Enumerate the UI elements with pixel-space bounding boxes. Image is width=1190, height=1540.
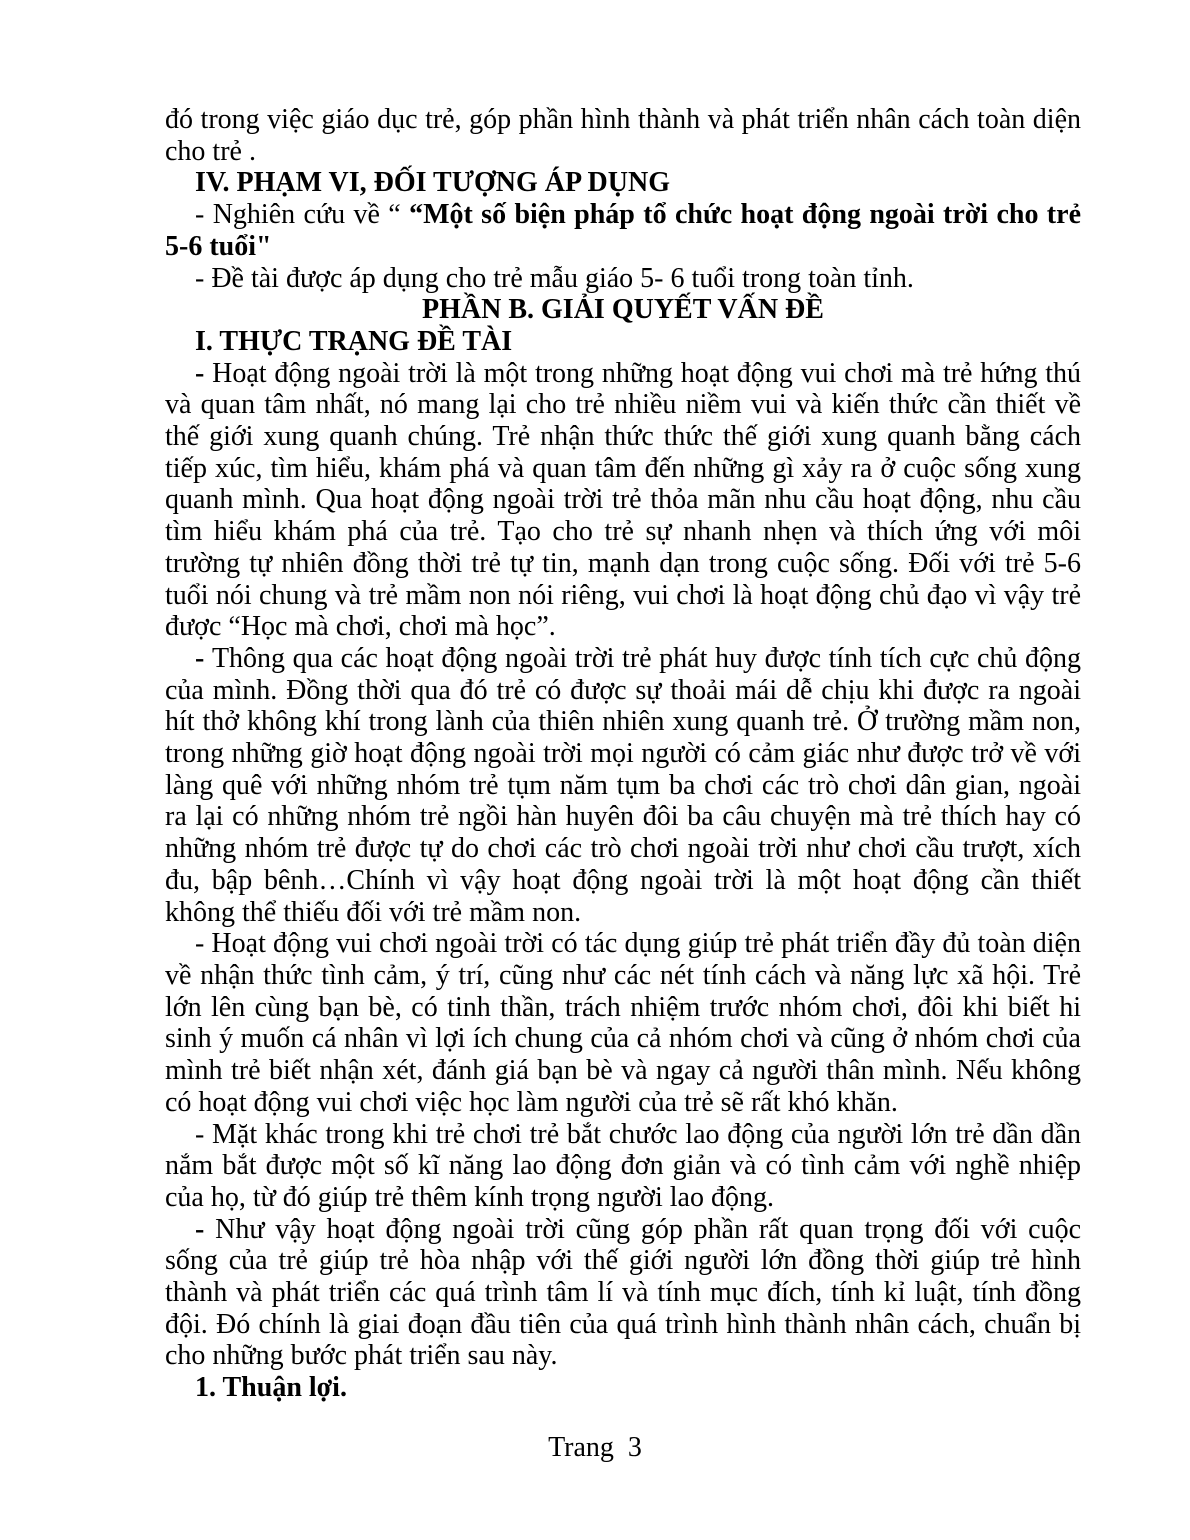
paragraph [165, 199, 1081, 262]
text-run: - Nghiên cứu về “ [195, 199, 410, 231]
paragraph [165, 104, 1081, 167]
paragraph [165, 263, 1081, 295]
text-run: - Mặt khác trong khi trẻ chơi trẻ bắt chước lao động của người lớn trẻ dần dần nắm bắt được một số kĩ năng lao động đơn giản và có tình cảm với nghề nhiệp của họ, từ đó giúp trẻ thêm kính trọng người lao động. [165, 1118, 1081, 1213]
centered-heading [165, 294, 1081, 326]
text-run: Như vậy hoạt động ngoài trời cũng góp phần rất quan trọng đối với cuộc sống của trẻ giúp trẻ hòa nhập với thế giới người lớn đồng thời giúp trẻ hình thành và phát triển các quá trình tâm lí và tính mục đích, tính kỉ luật, tính đồng đội. Đó chính là giai đoạn đầu tiên của quá trình hình thành nhân cách, chuẩn bị cho những bước phát triển sau này. [165, 1213, 1081, 1372]
text-run: Hoạt động ngoài trời là một trong những hoạt động vui chơi mà trẻ hứng thú và quan tâm nhất, nó mang lại cho trẻ nhiều niềm vui và kiến thức cần thiết về thế giới xung quanh chúng. Trẻ nhận thức thức thế giới xung quanh bằng cách tiếp xúc, tìm hiểu, khám phá và quan tâm đến những gì xảy ra ở cuộc sống xung quanh mình. Qua hoạt động ngoài trời trẻ thỏa mãn nhu cầu hoạt động, nhu cầu tìm hiểu khám phá của trẻ. Tạo cho trẻ sự nhanh nhẹn và thích ứng với môi trường tự nhiên đồng thời trẻ tự tin, mạnh dạn trong cuộc sống. Đối với trẻ 5-6 tuổi nói chung và trẻ mầm non nói riêng, vui chơi là hoạt động chủ đạo vì vậy trẻ được “Học mà chơi, chơi mà học”. [165, 357, 1082, 643]
bold-text-run: PHẦN B. GIẢI QUYẾT VẤN ĐỀ [422, 294, 824, 326]
document-body [165, 104, 1081, 1404]
page-number-footer: Trang 3 [548, 1432, 642, 1463]
paragraph [165, 928, 1081, 1118]
bold-text-run: - [195, 1213, 216, 1245]
section-heading [165, 167, 1081, 199]
paragraph [165, 358, 1081, 643]
text-run: - Đề tài được áp dụng cho trẻ mẫu giáo 5- 6 tuổi trong toàn tỉnh. [195, 262, 914, 294]
text-run: đó trong việc giáo dục trẻ, góp phần hình thành và phát triển nhân cách toàn diện cho trẻ . [165, 104, 1081, 167]
bold-text-run: I. THỰC TRẠNG ĐỀ TÀI [195, 325, 513, 357]
text-run: Thông qua các hoạt động ngoài trời trẻ phát huy được tính tích cực chủ động của mình. Đồng thời qua đó trẻ có được sự thoải mái dễ chịu khi được ra ngoài hít thở không khí trong lành của thiên nhiên xung quanh trẻ. Ở trường mầm non, trong những giờ hoạt động ngoài trời mọi người có cảm giác như được trở về với làng quê với những nhóm trẻ tụm năm tụm ba chơi các trò chơi dân gian, ngoài ra lại có những nhóm trẻ ngồi hàn huyên đôi ba câu chuyện mà trẻ thích hay có những nhóm trẻ được tự do chơi các trò chơi ngoài trời như chơi cầu trượt, xích đu, bập bênh…Chính vì vậy hoạt động ngoài trời là một hoạt động cần thiết không thể thiếu đối với trẻ mầm non. [165, 642, 1082, 928]
paragraph [165, 1214, 1081, 1373]
text-run: - Hoạt động vui chơi ngoài trời có tác dụng giúp trẻ phát triển đầy đủ toàn diện về nhận thức tình cảm, ý trí, cũng như các nét tính cách và năng lực xã hội. Trẻ lớn lên cùng bạn bè, có tinh thần, trách nhiệm trước nhóm chơi, đôi khi biết hi sinh ý muốn cá nhân vì lợi ích chung của cả nhóm chơi và cũng ở nhóm chơi của mình trẻ biết nhận xét, đánh giá bạn bè và ngay cả người thân mình. Nếu không có hoạt động vui chơi việc học làm người của trẻ sẽ rất khó khăn. [165, 928, 1081, 1118]
section-heading [165, 1372, 1081, 1404]
bold-text-run: IV. PHẠM VI, ĐỐI TƯỢNG ÁP DỤNG [195, 167, 671, 199]
paragraph [165, 1119, 1081, 1214]
bold-text-run: - [195, 357, 213, 389]
paragraph [165, 643, 1081, 928]
bold-text-run: “Một số biện pháp tổ chức hoạt động ngoài trời cho trẻ 5-6 tuổi" [165, 199, 1081, 262]
bold-text-run: - [195, 642, 212, 674]
section-heading [165, 326, 1081, 358]
bold-text-run: 1. Thuận lợi. [195, 1372, 347, 1404]
